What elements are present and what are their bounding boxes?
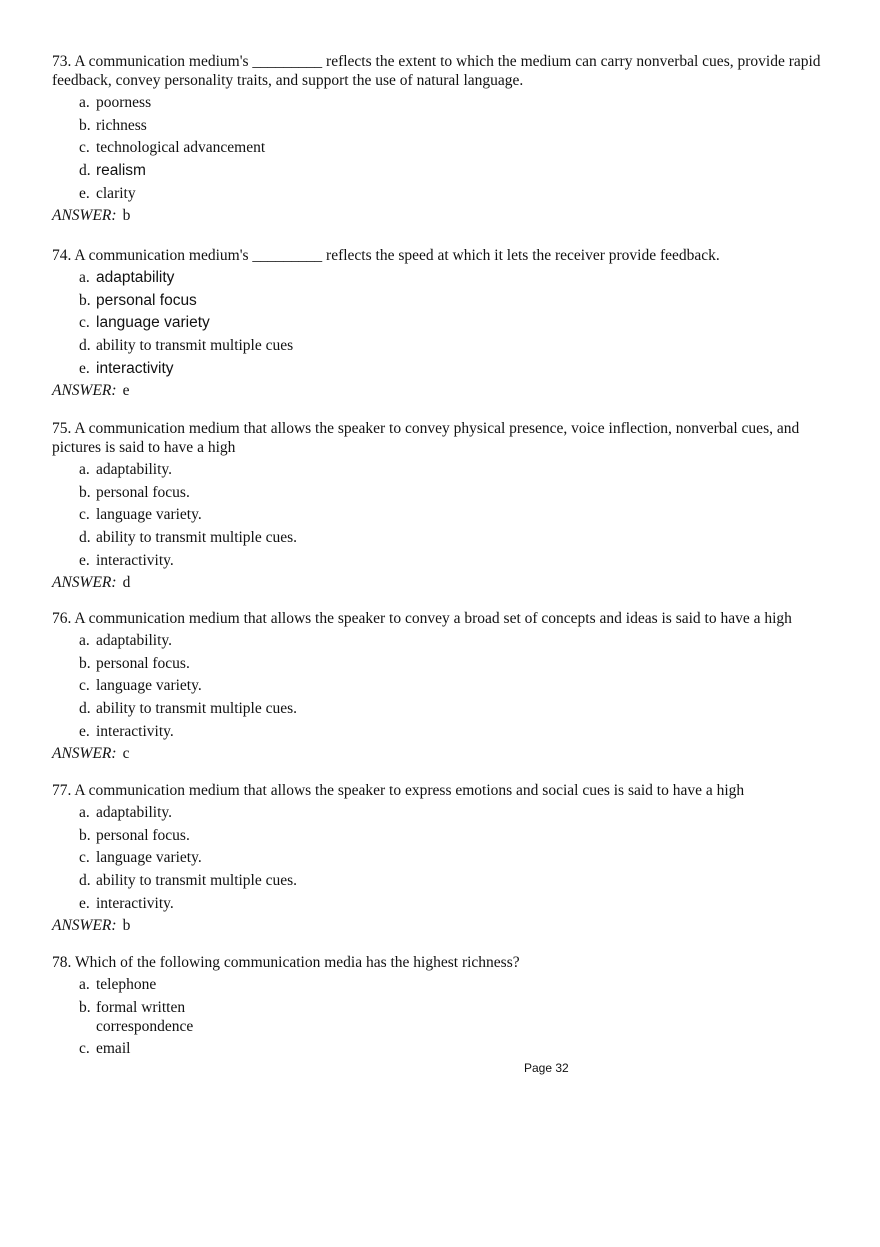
option-item xyxy=(79,998,827,1036)
option-item xyxy=(79,528,827,547)
answer-value: b xyxy=(122,207,131,225)
question-78 xyxy=(52,953,827,1062)
question-text: 76. A communication medium that allows the speaker to convey a broad set of concepts and ideas is said to have a high xyxy=(52,610,792,627)
option-item xyxy=(79,975,827,994)
option-item xyxy=(79,93,827,112)
answer-value: e xyxy=(122,382,130,400)
options-list xyxy=(79,93,827,203)
question-75 xyxy=(52,419,827,592)
question-text: 74. A communication medium's _________ reflects the speed at which it lets the receiver provide feedback. xyxy=(52,247,720,264)
option-item xyxy=(79,722,827,741)
option-item xyxy=(79,551,827,570)
question-text: 73. A communication medium's _________ reflects the extent to which the medium can carry nonverbal cues, provide rapid feedback, convey personality traits, and support the use of natural language. xyxy=(52,53,821,89)
options-list xyxy=(79,803,827,913)
options-list xyxy=(79,631,827,741)
option-letter: b. xyxy=(79,826,91,844)
options-list xyxy=(79,268,827,378)
option-letter: c. xyxy=(79,1040,90,1058)
option-letter: e. xyxy=(79,359,90,377)
option-item xyxy=(79,138,827,157)
option-letter: a. xyxy=(79,632,90,649)
option-letter: b. xyxy=(79,483,91,501)
option-item xyxy=(79,826,827,845)
option-text: language variety xyxy=(96,314,210,332)
answer-line xyxy=(52,206,827,225)
question-73 xyxy=(52,52,827,225)
option-text: clarity xyxy=(96,184,136,202)
option-text: poorness xyxy=(96,94,152,111)
option-item xyxy=(79,313,827,332)
option-text: technological advancement xyxy=(96,139,266,157)
option-text: language variety. xyxy=(96,849,202,867)
option-letter: a. xyxy=(79,461,90,478)
option-text: ability to transmit multiple cues. xyxy=(96,700,298,718)
option-letter: b. xyxy=(79,998,91,1016)
option-letter: a. xyxy=(79,94,90,111)
option-item xyxy=(79,871,827,890)
option-letter: b. xyxy=(79,291,91,309)
option-text: personal focus. xyxy=(96,483,190,501)
option-text: formal written correspondence xyxy=(96,998,194,1035)
option-text: ability to transmit multiple cues xyxy=(96,337,294,355)
question-text: 75. A communication medium that allows the speaker to convey physical presence, voice inflection, nonverbal cues, and pictures is said to have a high xyxy=(52,420,800,456)
option-item xyxy=(79,699,827,718)
option-text: language variety. xyxy=(96,677,202,695)
option-text: adaptability. xyxy=(96,461,173,478)
option-letter: d. xyxy=(79,700,91,718)
option-letter: e. xyxy=(79,551,90,569)
answer-label: ANSWER: xyxy=(52,207,117,225)
option-text: adaptability. xyxy=(96,632,173,649)
option-letter: b. xyxy=(79,654,91,672)
answer-value: c xyxy=(122,745,130,763)
option-letter: e. xyxy=(79,894,90,912)
answer-line xyxy=(52,916,827,935)
option-letter: c. xyxy=(79,506,90,524)
option-text: interactivity. xyxy=(96,894,174,912)
option-text: email xyxy=(96,1040,131,1058)
answer-value: b xyxy=(122,917,131,935)
question-text: 78. Which of the following communication media has the highest richness? xyxy=(52,954,520,971)
option-item xyxy=(79,848,827,867)
option-text: personal focus. xyxy=(96,826,190,844)
option-letter: e. xyxy=(79,184,90,202)
question-76 xyxy=(52,609,827,763)
option-letter: c. xyxy=(79,139,90,157)
option-item xyxy=(79,359,827,378)
option-letter: a. xyxy=(79,976,90,993)
option-text: realism xyxy=(96,162,146,180)
option-letter: d. xyxy=(79,529,91,547)
option-item xyxy=(79,803,827,822)
option-text: interactivity xyxy=(96,359,174,377)
option-item xyxy=(79,1039,827,1058)
option-letter: c. xyxy=(79,677,90,695)
option-item xyxy=(79,291,827,310)
question-77 xyxy=(52,781,827,935)
option-text: interactivity. xyxy=(96,551,174,569)
option-letter: a. xyxy=(79,804,90,821)
option-item xyxy=(79,894,827,913)
answer-label: ANSWER: xyxy=(52,382,117,400)
option-item xyxy=(79,483,827,502)
answer-label: ANSWER: xyxy=(52,917,117,935)
option-letter: e. xyxy=(79,722,90,740)
option-text: richness xyxy=(96,116,147,134)
option-letter: b. xyxy=(79,116,91,134)
option-item xyxy=(79,654,827,673)
option-letter: d. xyxy=(79,337,91,355)
question-74 xyxy=(52,246,827,400)
options-list xyxy=(79,975,827,1058)
answer-line xyxy=(52,381,827,400)
option-text: adaptability xyxy=(96,269,175,286)
option-text: interactivity. xyxy=(96,722,174,740)
option-item xyxy=(79,676,827,695)
option-item xyxy=(79,336,827,355)
answer-line xyxy=(52,744,827,763)
question-text: 77. A communication medium that allows the speaker to express emotions and social cues is said to have a high xyxy=(52,782,745,799)
option-letter: d. xyxy=(79,872,91,890)
answer-line xyxy=(52,573,827,592)
option-item xyxy=(79,505,827,524)
options-list xyxy=(79,460,827,570)
option-item xyxy=(79,116,827,135)
page-number: Page 32 xyxy=(524,1061,569,1075)
option-text: personal focus xyxy=(96,291,197,309)
option-text: personal focus. xyxy=(96,654,190,672)
option-text: ability to transmit multiple cues. xyxy=(96,529,298,547)
option-item xyxy=(79,268,827,287)
option-item xyxy=(79,631,827,650)
option-item xyxy=(79,184,827,203)
option-letter: c. xyxy=(79,849,90,867)
option-text: adaptability. xyxy=(96,804,173,821)
answer-label: ANSWER: xyxy=(52,745,117,763)
option-letter: a. xyxy=(79,269,90,286)
option-item xyxy=(79,460,827,479)
option-item xyxy=(79,161,827,180)
option-text: ability to transmit multiple cues. xyxy=(96,872,298,890)
option-letter: d. xyxy=(79,162,91,180)
option-letter: c. xyxy=(79,314,90,332)
option-text: telephone xyxy=(96,976,157,993)
answer-value: d xyxy=(122,574,131,592)
answer-label: ANSWER: xyxy=(52,574,117,592)
option-text: language variety. xyxy=(96,506,202,524)
